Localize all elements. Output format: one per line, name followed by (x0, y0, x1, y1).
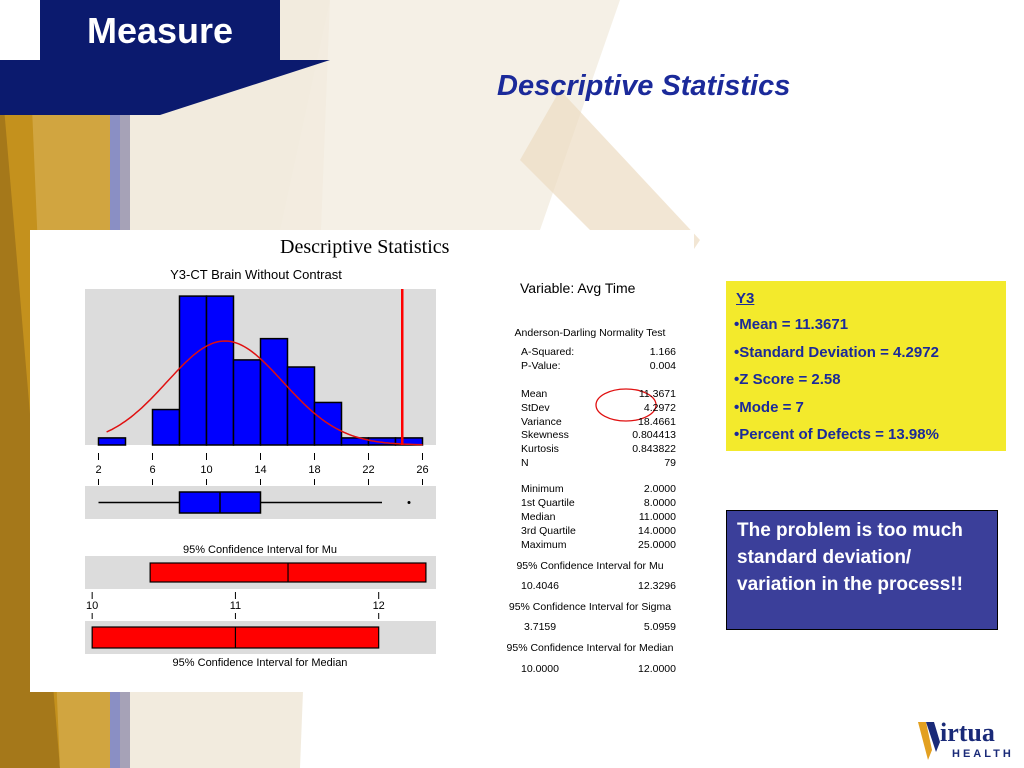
chart-subtitle: Y3-CT Brain Without Contrast (170, 267, 342, 282)
histogram-bar (180, 296, 207, 445)
stat-label: N (521, 457, 529, 469)
logo-wordmark: irtua (940, 718, 995, 747)
stat-label: Variance (521, 415, 562, 428)
summary-item: •Mode = 7 (734, 398, 804, 416)
summary-title: Y3 (736, 290, 755, 307)
stat-value: 8.0000 (643, 497, 676, 509)
ci-sigma-low: 3.7159 (524, 621, 557, 633)
logo-subtitle: HEALTH (952, 748, 1014, 760)
ci-mu-title: 95% Confidence Interval for Mu (516, 560, 664, 572)
x-tick-label: 6 (149, 464, 156, 476)
stat-label: 1st Quartile (521, 497, 575, 509)
stat-value: 11.3671 (638, 388, 676, 400)
stat-label: 3rd Quartile (521, 525, 576, 537)
x-tick-label: 2 (95, 464, 102, 476)
ci-mu-low: 10.4046 (521, 580, 559, 592)
chart-title: Descriptive Statistics (280, 236, 450, 258)
stat-label: Mean (521, 388, 548, 400)
histogram-bar (207, 296, 234, 445)
ci-mu-high: 12.3296 (638, 580, 676, 592)
stat-value: 25.0000 (638, 539, 676, 551)
ad-test-title: Anderson-Darling Normality Test (514, 327, 666, 339)
stat-label: Kurtosis (521, 443, 559, 456)
summary-item: •Percent of Defects = 13.98% (734, 426, 939, 443)
stat-value: 0.804413 (632, 429, 676, 442)
stat-value: 0.004 (649, 359, 676, 372)
stat-label: Skewness (521, 429, 569, 442)
summary-item: •Mean = 11.3671 (734, 316, 849, 333)
ci-sigma-title: 95% Confidence Interval for Sigma (508, 601, 672, 613)
section-title: Measure (86, 10, 234, 51)
x-tick-label: 22 (362, 464, 375, 476)
slide-title: Descriptive Statistics (497, 70, 791, 102)
ci-mu-label: 95% Confidence Interval for Mu (182, 544, 338, 556)
histogram-bar (261, 339, 288, 445)
stat-label: StDev (521, 401, 550, 414)
stat-value: 79 (664, 457, 676, 469)
histogram-bar (288, 367, 315, 445)
stat-value: 14.0000 (638, 525, 676, 537)
stat-value: 18.4661 (638, 415, 676, 428)
stat-value: 0.843822 (632, 443, 676, 456)
x-tick-label: 18 (308, 464, 321, 476)
ci-tick-label: 12 (372, 600, 385, 612)
ci-median-label: 95% Confidence Interval for Median (172, 657, 348, 669)
summary-item: •Z Score = 2.58 (734, 371, 841, 388)
ci-tick-label: 10 (86, 600, 99, 612)
histogram-bar (153, 410, 180, 445)
boxplot-outlier (408, 501, 411, 504)
stat-value: 2.0000 (643, 483, 676, 495)
ci-sigma-high: 5.0959 (643, 621, 676, 633)
histogram-bar (99, 438, 126, 445)
variable-label: Variable: Avg Time (520, 280, 636, 296)
stat-value: 4.2972 (643, 401, 676, 414)
ci-median-high: 12.0000 (638, 663, 676, 675)
stat-value: 11.0000 (638, 511, 676, 523)
stat-label: A-Squared: (521, 346, 575, 358)
x-tick-label: 26 (416, 464, 429, 476)
summary-item: •Standard Deviation = 4.2972 (734, 343, 939, 361)
stat-label: Median (521, 511, 556, 523)
stat-label: Minimum (521, 483, 564, 495)
x-tick-label: 10 (200, 464, 213, 476)
stat-label: Maximum (521, 539, 567, 551)
stat-label: P-Value: (521, 359, 561, 372)
stat-value: 1.166 (649, 346, 676, 358)
ci-tick-label: 11 (229, 600, 242, 612)
x-tick-label: 14 (254, 464, 267, 476)
ci-median-title: 95% Confidence Interval for Median (506, 642, 674, 654)
callout-text: The problem is too much standard deviation/ variation in the process!! (737, 520, 963, 595)
histogram-bar (234, 360, 261, 445)
ci-median-low: 10.0000 (521, 663, 559, 675)
